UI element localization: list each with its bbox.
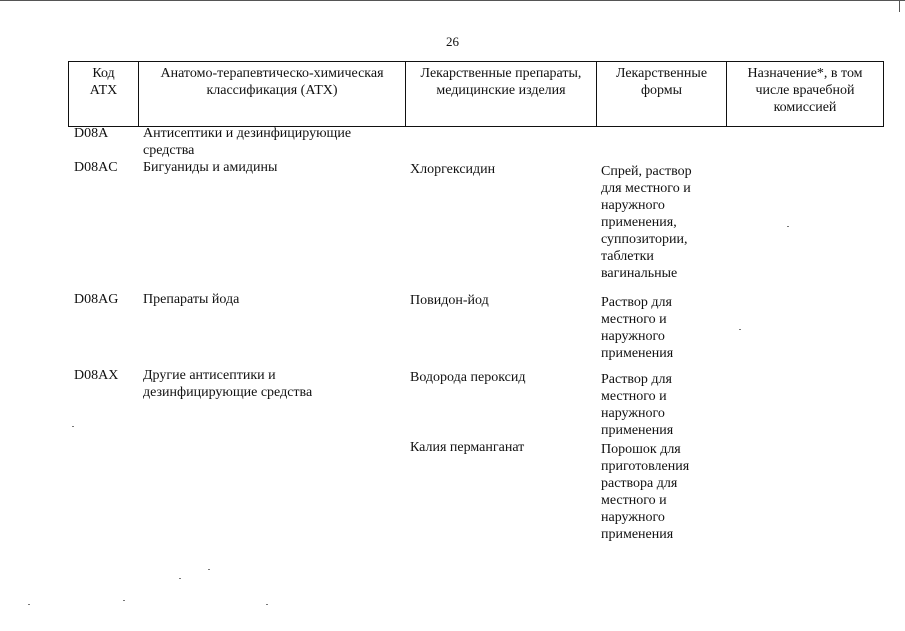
row-drug-hydrogen-peroxide: Водорода пероксид: [410, 370, 526, 385]
row-form-potassium-permanganate: Порошок для приготовления раствора для местного и наружного применения: [601, 442, 690, 542]
header-atc-classification: Анатомо-терапевтическо-химическая классификация (АТХ): [139, 62, 406, 126]
page-number: 26: [446, 34, 459, 49]
row-code-d08a: D08A: [74, 126, 109, 141]
header-purpose: Назначение*, в том числе врачебной комиссией: [747, 66, 863, 115]
row-drug-chlorhexidine: Хлоргексидин: [410, 162, 496, 177]
scan-speck: [179, 578, 181, 579]
header-drugs: Лекарственные препараты, медицинские изделия: [406, 62, 597, 126]
row-drug-povidone-iodine: Повидон-йод: [410, 293, 489, 308]
row-code-d08ax: D08AX: [74, 368, 119, 383]
scan-speck: [123, 600, 125, 601]
table-header: [68, 61, 884, 127]
row-form-chlorhexidine: Спрей, раствор для местного и наружного применения, суппозитории, таблетки вагинальные: [601, 164, 692, 281]
row-classification-d08ax: Другие антисептики и дезинфицирующие средства: [143, 368, 313, 400]
scan-speck: [266, 604, 268, 605]
row-form-povidone-iodine: Раствор для местного и наружного применения: [601, 295, 674, 361]
scan-speck: [787, 226, 789, 227]
row-classification-d08ag: Препараты йода: [143, 292, 240, 307]
header-atc-code: Код АТХ: [69, 62, 139, 126]
header-dosage-forms: Лекарственные формы: [597, 62, 727, 126]
row-code-d08ac: D08AC: [74, 160, 118, 175]
row-drug-potassium-permanganate: Калия перманганат: [410, 440, 525, 455]
scan-speck: [28, 604, 30, 605]
row-code-d08ag: D08AG: [74, 292, 119, 307]
row-form-hydrogen-peroxide: Раствор для местного и наружного применения: [601, 372, 674, 438]
row-classification-d08a: Антисептики и дезинфицирующие средства: [143, 126, 352, 158]
scan-speck: [72, 426, 74, 427]
scan-speck: [739, 329, 741, 330]
row-classification-d08ac: Бигуаниды и амидины: [143, 160, 278, 175]
scan-edge-top: [0, 0, 905, 1]
scan-edge-right: [899, 0, 900, 12]
scan-speck: [208, 569, 210, 570]
